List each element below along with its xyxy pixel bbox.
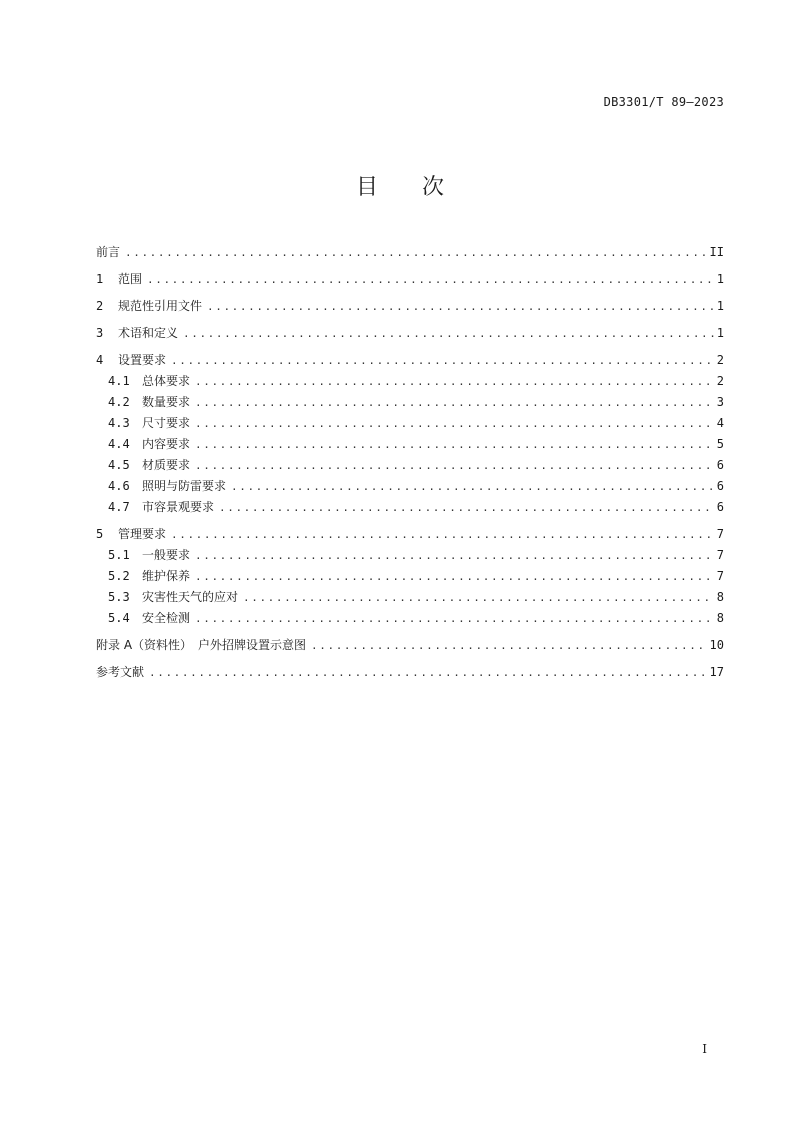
toc-entry-label: 灾害性天气的应对 (142, 590, 239, 604)
toc-entry-page: 1 (716, 326, 724, 340)
toc-leader-dots (195, 372, 714, 392)
toc-entry-number: 4.5 (108, 458, 130, 472)
toc-entry-content-requirements[interactable] (96, 434, 724, 455)
toc-leader-dots (219, 498, 714, 518)
toc-entry-number: 4.2 (108, 395, 130, 409)
toc-entry-number: 5.2 (108, 569, 130, 583)
toc-leader-dots (195, 456, 714, 476)
toc-entry-appendix-a[interactable] (96, 635, 724, 656)
toc-entry-cityscape-requirements[interactable] (96, 497, 724, 518)
toc-entry-page: 10 (709, 638, 724, 652)
toc-entry-page: 8 (716, 590, 724, 604)
toc-entry-setup-requirements[interactable] (96, 350, 724, 371)
toc-entry-page: 7 (716, 569, 724, 583)
toc-entry-number: 5.3 (108, 590, 130, 604)
toc-entry-number: 1 (96, 272, 104, 286)
toc-entry-page: II (709, 245, 724, 259)
toc-leader-dots (195, 609, 714, 629)
toc-entry-label: 一般要求 (142, 548, 191, 562)
toc-entry-quantity-requirements[interactable] (96, 392, 724, 413)
toc-leader-dots (147, 270, 714, 290)
toc-entry-label: 附录 A（资料性） 户外招牌设置示意图 (96, 638, 307, 652)
toc-entry-page: 7 (716, 548, 724, 562)
toc-entry-label: 照明与防雷要求 (142, 479, 227, 493)
toc-entry-number: 2 (96, 299, 104, 313)
toc-entry-page: 7 (716, 527, 724, 541)
toc-leader-dots (207, 297, 714, 317)
toc-entry-page: 6 (716, 458, 724, 472)
toc-entry-number: 5.1 (108, 548, 130, 562)
toc-entry-size-requirements[interactable] (96, 413, 724, 434)
toc-entry-number: 5 (96, 527, 104, 541)
toc-entry-severe-weather-response[interactable] (96, 587, 724, 608)
toc-leader-dots (195, 546, 714, 566)
toc-entry-number: 4.4 (108, 437, 130, 451)
toc-entry-page: 17 (709, 665, 724, 679)
toc-entry-label: 材质要求 (142, 458, 191, 472)
toc-entry-label: 规范性引用文件 (118, 299, 203, 313)
toc-entry-label: 术语和定义 (118, 326, 179, 340)
toc-entry-maintenance[interactable] (96, 566, 724, 587)
toc-entry-page: 4 (716, 416, 724, 430)
toc-entry-page: 2 (716, 374, 724, 388)
toc-entry-number: 4.3 (108, 416, 130, 430)
toc-entry-label: 总体要求 (142, 374, 191, 388)
toc-leader-dots (195, 567, 714, 587)
toc-entry-number: 4 (96, 353, 104, 367)
toc-entry-page: 2 (716, 353, 724, 367)
toc-leader-dots (195, 435, 714, 455)
table-of-contents (96, 242, 724, 683)
toc-entry-lighting-lightning-requirements[interactable] (96, 476, 724, 497)
toc-entry-material-requirements[interactable] (96, 455, 724, 476)
toc-entry-terms-definitions[interactable] (96, 323, 724, 344)
toc-entry-safety-inspection[interactable] (96, 608, 724, 629)
toc-leader-dots (195, 393, 714, 413)
toc-entry-number: 4.7 (108, 500, 130, 514)
toc-entry-general-management[interactable] (96, 545, 724, 566)
toc-entry-page: 6 (716, 479, 724, 493)
toc-entry-page: 1 (716, 272, 724, 286)
toc-entry-page: 3 (716, 395, 724, 409)
toc-entry-label: 管理要求 (118, 527, 167, 541)
toc-entry-label: 内容要求 (142, 437, 191, 451)
toc-entry-number: 4.1 (108, 374, 130, 388)
toc-entry-page: 8 (716, 611, 724, 625)
toc-leader-dots (149, 663, 707, 683)
toc-title: 目次 (355, 175, 488, 200)
toc-leader-dots (183, 324, 714, 344)
toc-entry-normative-references[interactable] (96, 296, 724, 317)
toc-leader-dots (231, 477, 714, 497)
toc-entry-number: 3 (96, 326, 104, 340)
toc-entry-page: 6 (716, 500, 724, 514)
toc-leader-dots (125, 243, 707, 263)
toc-entry-label: 安全检测 (142, 611, 191, 625)
toc-entry-page: 5 (716, 437, 724, 451)
toc-entry-label: 市容景观要求 (142, 500, 215, 514)
page-number: I (702, 1042, 707, 1056)
toc-entry-number: 5.4 (108, 611, 130, 625)
document-code: DB3301/T 89—2023 (603, 95, 724, 109)
toc-leader-dots (243, 588, 714, 608)
toc-entry-general-requirements[interactable] (96, 371, 724, 392)
toc-entry-label: 范围 (118, 272, 143, 286)
toc-leader-dots (195, 414, 714, 434)
toc-leader-dots (311, 636, 707, 656)
toc-entry-label: 前言 (96, 245, 121, 259)
toc-entry-label: 尺寸要求 (142, 416, 191, 430)
toc-entry-label: 设置要求 (118, 353, 167, 367)
toc-entry-page: 1 (716, 299, 724, 313)
toc-entry-number: 4.6 (108, 479, 130, 493)
toc-entry-scope[interactable] (96, 269, 724, 290)
toc-entry-label: 维护保养 (142, 569, 191, 583)
toc-leader-dots (171, 351, 714, 371)
toc-entry-references[interactable] (96, 662, 724, 683)
toc-leader-dots (171, 525, 714, 545)
toc-entry-label: 数量要求 (142, 395, 191, 409)
toc-entry-foreword[interactable] (96, 242, 724, 263)
toc-entry-label: 参考文献 (96, 665, 145, 679)
toc-entry-management-requirements[interactable] (96, 524, 724, 545)
